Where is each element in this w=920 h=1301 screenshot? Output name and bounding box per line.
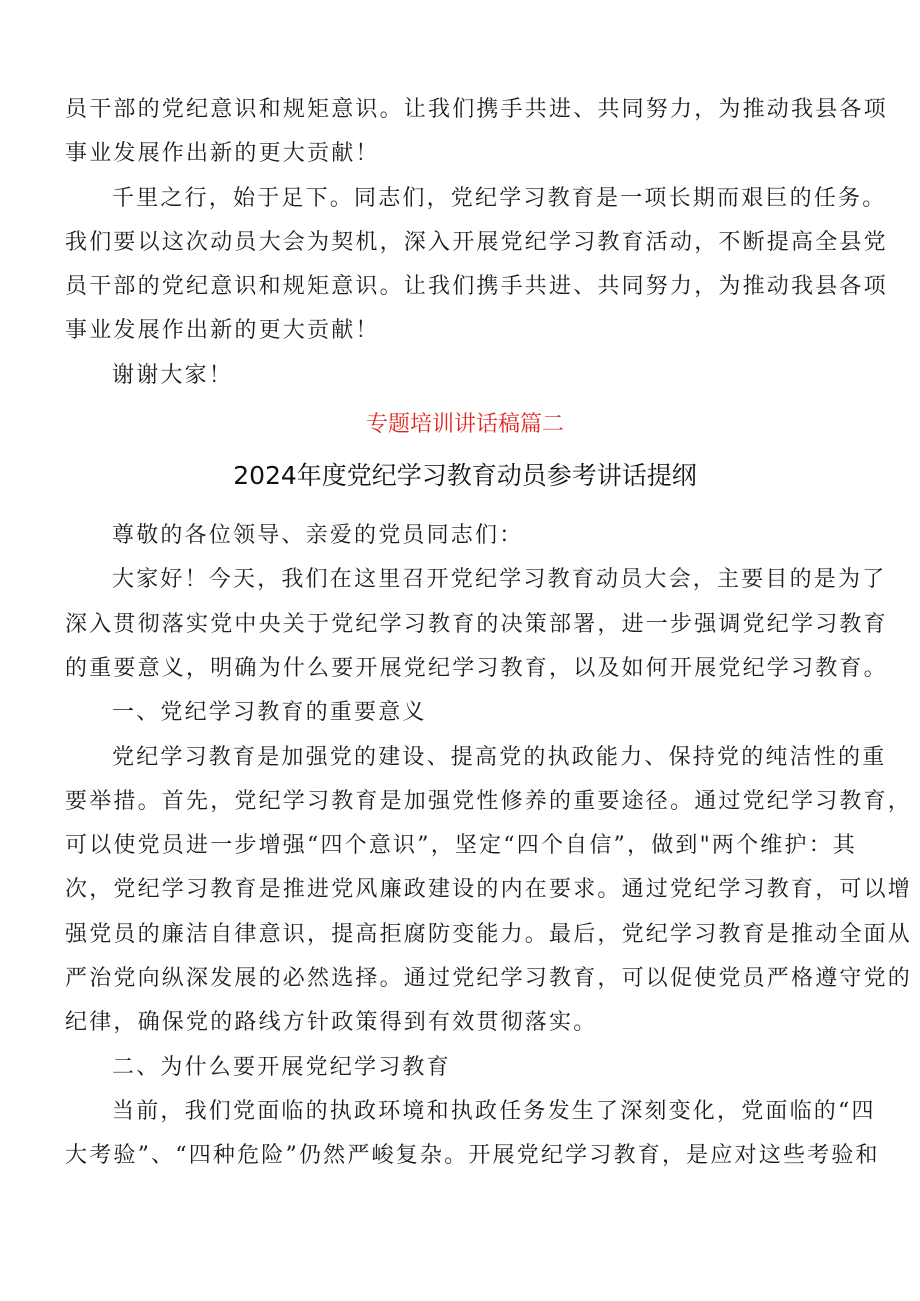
document-body — [65, 88, 913, 1179]
paragraph-start-line: 大家好！今天，我们在这里召开党纪学习教育动员大会，主要目的是为了 — [112, 567, 887, 593]
paragraph-start-line: 当前，我们党面临的执政环境和执政任务发生了深刻变化，党面临的“四 — [112, 1098, 876, 1124]
text-line: 员干部的党纪意识和规矩意识。让我们携手共进、共同努力，为推动我县各项 — [65, 274, 888, 300]
text-line: 深入贯彻落实党中央关于党纪学习教育的决策部署，进一步强调党纪学习教育 — [65, 611, 888, 637]
text-line: 大考验”、“四种危险”仍然严峻复杂。开展党纪学习教育，是应对这些考验和 — [65, 1143, 880, 1169]
text-line: 要举措。首先，党纪学习教育是加强党性修养的重要途径。通过党纪学习教育， — [65, 788, 913, 814]
text-line: 次，党纪学习教育是推进党风廉政建设的内在要求。通过党纪学习教育，可以增 — [65, 877, 913, 903]
text-line: 事业发展作出新的更大贡献！ — [65, 318, 380, 344]
text-line: 的重要意义，明确为什么要开展党纪学习教育，以及如何开展党纪学习教育。 — [65, 655, 888, 681]
text-line: 严治党向纵深发展的必然选择。通过党纪学习教育，可以促使党员严格遵守党的 — [65, 966, 913, 992]
text-line: 纪律，确保党的路线方针政策得到有效贯彻落实。 — [65, 1010, 598, 1036]
paragraph-start-line: 党纪学习教育是加强党的建设、提高党的执政能力、保持党的纯洁性的重 — [112, 744, 887, 770]
text-line: 可以使党员进一步增强“四个意识”，坚定“四个自信”，做到"两个维护：其 — [65, 833, 858, 859]
closing-line: 谢谢大家！ — [112, 362, 234, 388]
text-line: 事业发展作出新的更大贡献！ — [65, 141, 380, 167]
salutation-line: 尊敬的各位领导、亲爱的党员同志们： — [112, 523, 524, 549]
subheading-line: 一、党纪学习教育的重要意义 — [112, 700, 427, 726]
subheading-line: 二、为什么要开展党纪学习教育 — [112, 1054, 451, 1080]
text-line: 强党员的廉洁自律意识，提高拒腐防变能力。最后，党纪学习教育是推动全面从 — [65, 921, 913, 947]
text-line: 员干部的党纪意识和规矩意识。让我们携手共进、共同努力，为推动我县各项 — [65, 97, 888, 122]
paragraph-start-line: 千里之行，始于足下。同志们，党纪学习教育是一项长期而艰巨的任务。 — [112, 185, 887, 211]
text-line: 我们要以这次动员大会为契机，深入开展党纪学习教育活动，不断提高全县党 — [65, 229, 888, 255]
speech-title: 2024年度党纪学习教育动员参考讲话提纲 — [233, 461, 697, 491]
section-heading: 专题培训讲话稿篇二 — [365, 412, 564, 438]
